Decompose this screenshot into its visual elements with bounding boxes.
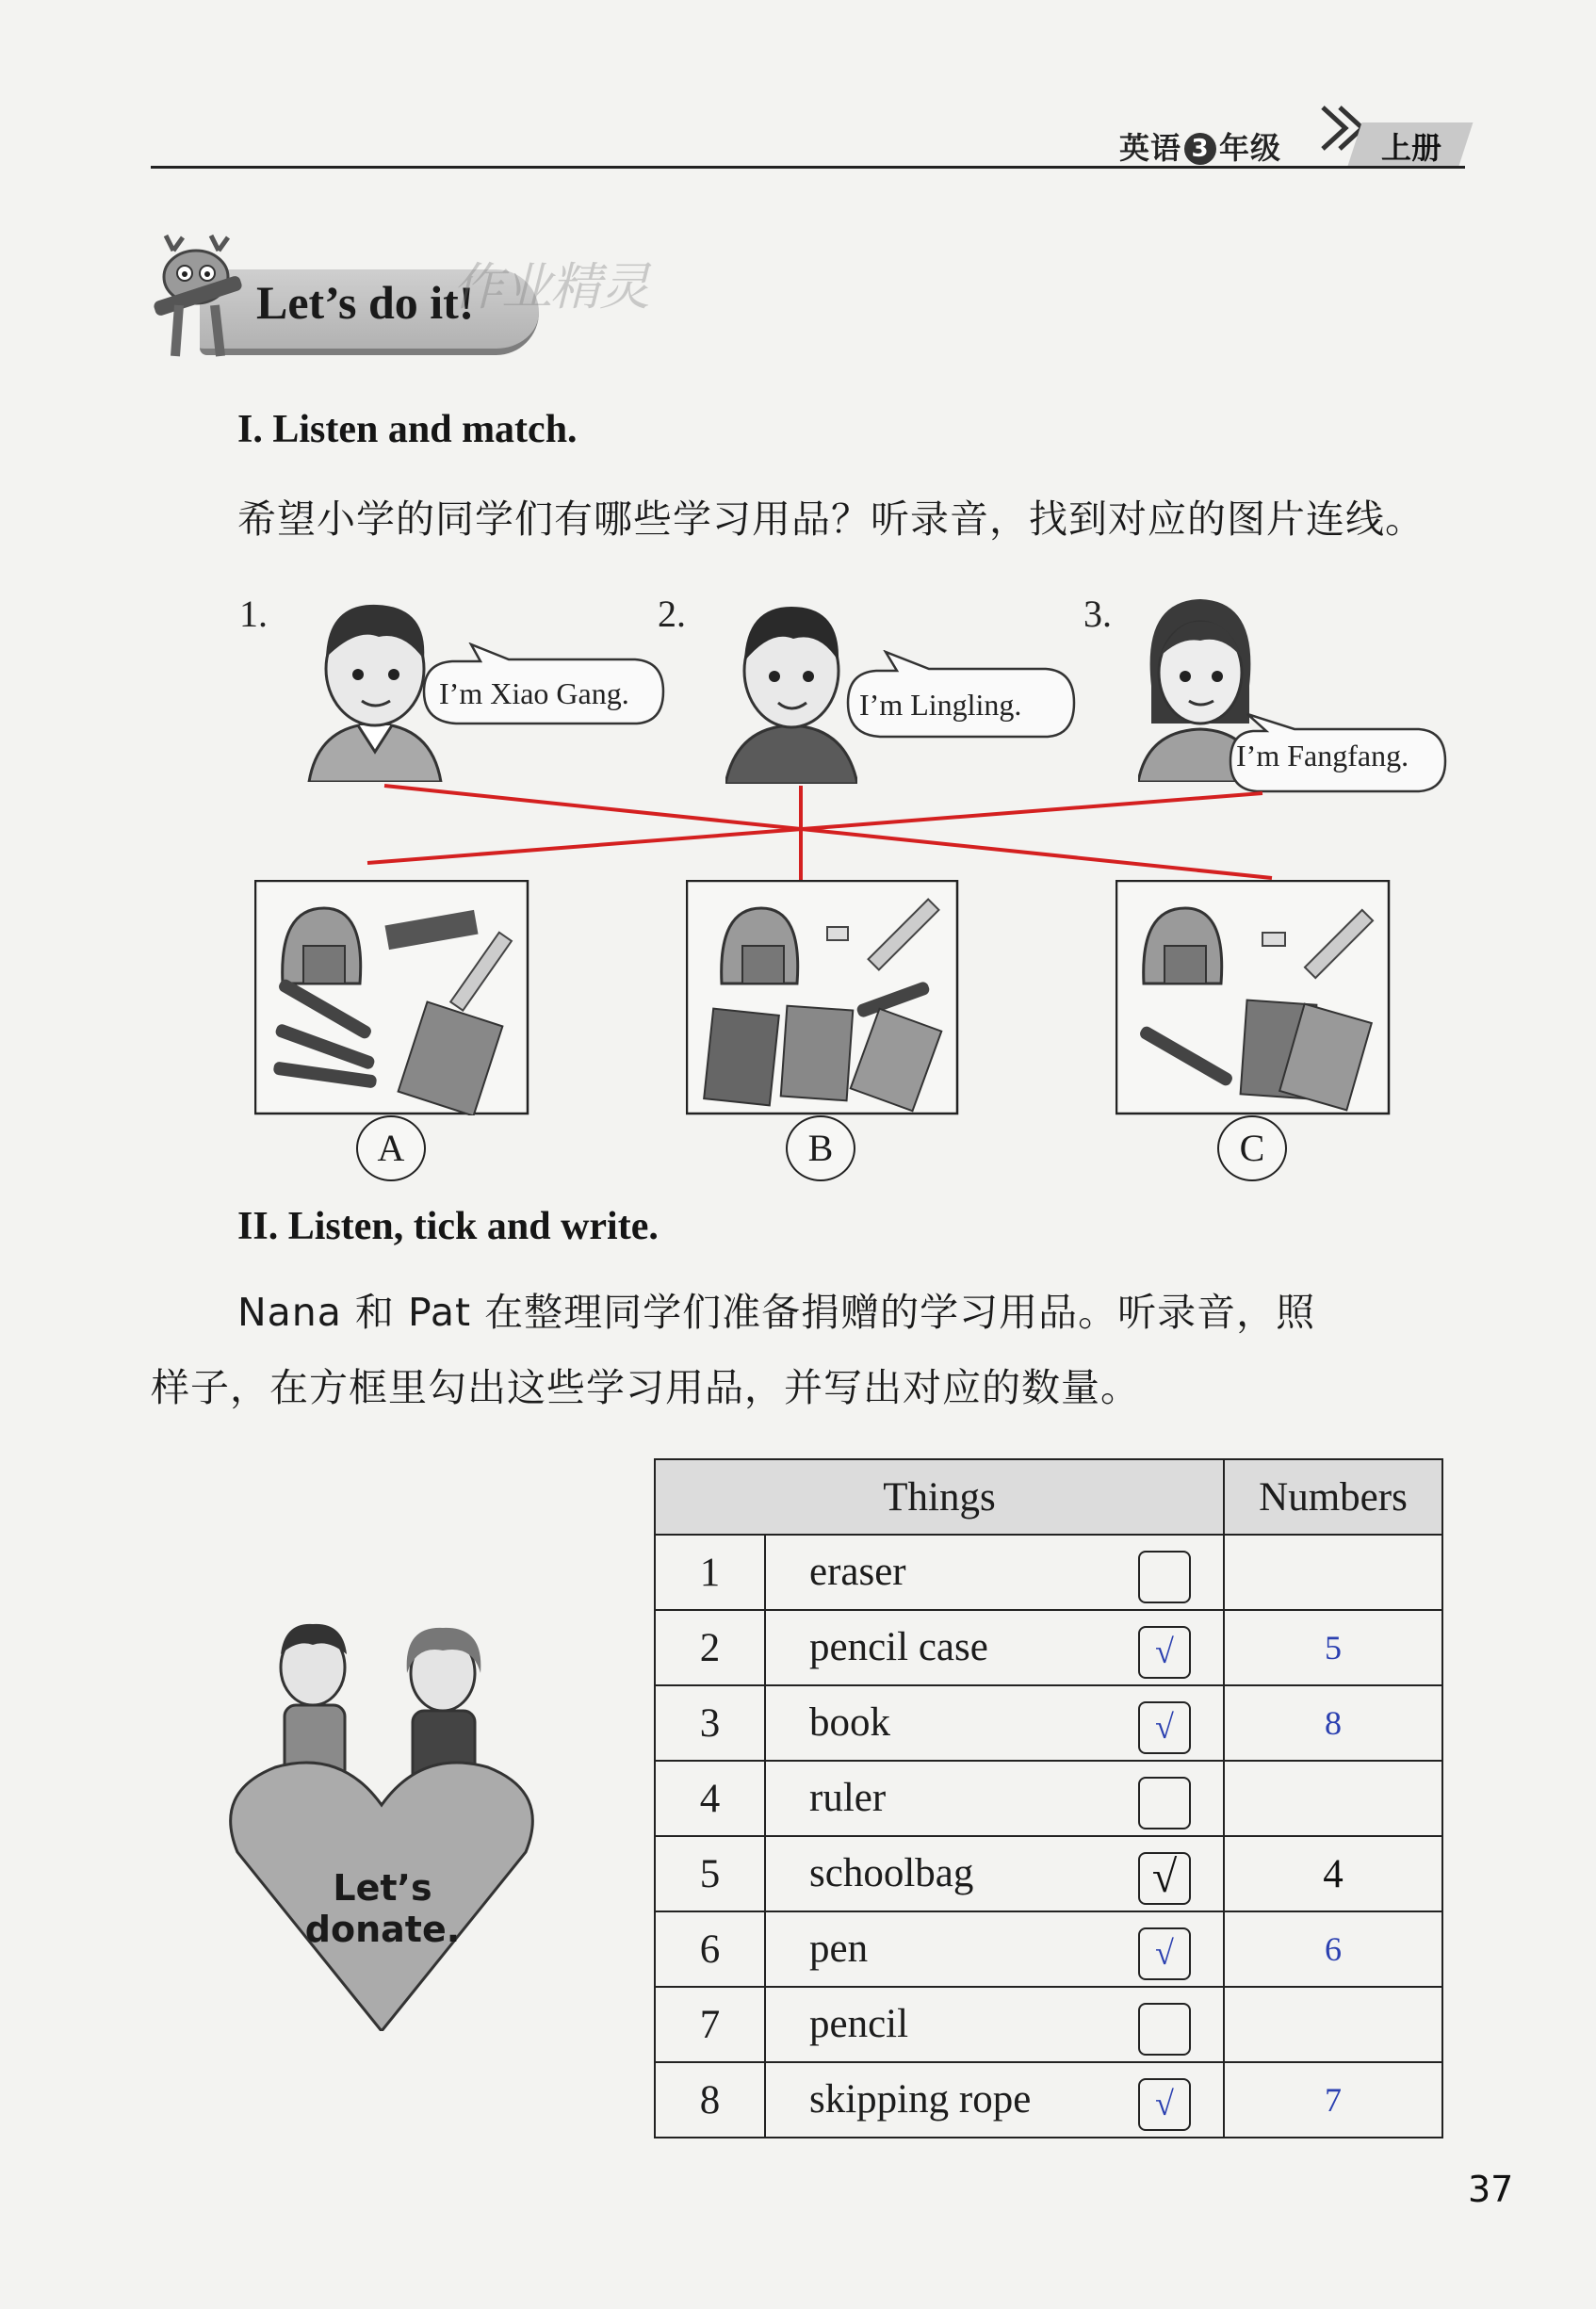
number-cell[interactable]: 5: [1224, 1610, 1442, 1685]
thing-name: eraser: [809, 1550, 906, 1594]
heart-caption: Let’s donate.: [304, 1867, 461, 1950]
row-number: 6: [655, 1911, 765, 1987]
grade-suffix: 年级: [1219, 130, 1282, 166]
speech-text-1: I’m Xiao Gang.: [439, 676, 629, 710]
example-tick-box: √: [1138, 1852, 1191, 1905]
section-banner-title: Let’s do it!: [256, 276, 475, 329]
row-number: 7: [655, 1987, 765, 2062]
person-2-number: 2.: [658, 593, 686, 635]
table-row: [655, 1761, 1442, 1836]
tick-box[interactable]: [1138, 1777, 1191, 1829]
option-c-picture: [1116, 880, 1391, 1115]
speech-text-3: I’m Fangfang.: [1236, 739, 1409, 772]
number-cell[interactable]: [1224, 1987, 1442, 2062]
section-2-instruction-line-2: 样子，在方框里勾出这些学习用品，并写出对应的数量。: [151, 1365, 1140, 1410]
row-number: 4: [655, 1761, 765, 1836]
header-things: Things: [655, 1459, 1224, 1535]
matching-answer-lines: [0, 0, 1596, 904]
option-b-picture: [686, 880, 959, 1115]
tick-box[interactable]: √: [1138, 1927, 1191, 1980]
thing-name: ruler: [809, 1776, 887, 1820]
tick-box[interactable]: [1138, 2003, 1191, 2056]
tick-box[interactable]: √: [1138, 1701, 1191, 1754]
person-1-number: 1.: [239, 593, 268, 635]
speech-text-2: I’m Lingling.: [859, 688, 1022, 722]
row-number: 3: [655, 1685, 765, 1761]
table-header-row: [655, 1459, 1442, 1535]
section-1-title: I. Listen and match.: [237, 408, 578, 451]
tick-box[interactable]: √: [1138, 1626, 1191, 1679]
thing-name: skipping rope: [809, 2077, 1032, 2122]
table-row: [655, 1836, 1442, 1911]
number-cell[interactable]: 7: [1224, 2062, 1442, 2138]
table-row: [655, 1987, 1442, 2062]
row-number: 5: [655, 1836, 765, 1911]
option-c-label: C: [1217, 1115, 1287, 1181]
section-2-instruction-line-1: Nana 和 Pat 在整理同学们准备捐赠的学习用品。听录音，照: [237, 1290, 1316, 1335]
number-cell[interactable]: [1224, 1761, 1442, 1836]
number-cell[interactable]: [1224, 1535, 1442, 1610]
thing-name: pen: [809, 1927, 869, 1971]
page-number: 37: [1468, 2169, 1514, 2210]
table-row: [655, 1685, 1442, 1761]
thing-name: book: [809, 1700, 890, 1745]
row-number: 8: [655, 2062, 765, 2138]
subject-label: 英语: [1119, 130, 1182, 166]
row-number: 2: [655, 1610, 765, 1685]
things-numbers-table: [654, 1458, 1443, 2138]
person-3-number: 3.: [1083, 593, 1112, 635]
number-cell[interactable]: 6: [1224, 1911, 1442, 1987]
grade-number-badge: 3: [1184, 133, 1216, 165]
answer-line-1-to-C: [384, 786, 1272, 878]
thing-name: pencil: [809, 2002, 909, 2046]
watermark: 作业精灵: [452, 257, 648, 317]
tick-box[interactable]: √: [1138, 2078, 1191, 2131]
girls-heart-illustration: [219, 1607, 545, 2031]
option-a-picture: [254, 880, 529, 1115]
option-b-label: B: [786, 1115, 855, 1181]
number-cell[interactable]: 8: [1224, 1685, 1442, 1761]
example-number-cell: 4: [1224, 1836, 1442, 1911]
row-number: 1: [655, 1535, 765, 1610]
table-row: [655, 1911, 1442, 1987]
option-a-label: A: [356, 1115, 426, 1181]
tick-box[interactable]: [1138, 1551, 1191, 1603]
header-numbers: Numbers: [1224, 1459, 1442, 1535]
section-2-title: II. Listen, tick and write.: [237, 1205, 659, 1248]
thing-name: pencil case: [809, 1625, 988, 1669]
answer-line-3-to-A: [367, 793, 1262, 863]
thing-name: schoolbag: [809, 1851, 974, 1895]
table-row: [655, 1610, 1442, 1685]
section-1-instruction: 希望小学的同学们有哪些学习用品？听录音，找到对应的图片连线。: [237, 496, 1425, 542]
table-row: [655, 2062, 1442, 2138]
volume-label: 上册: [1381, 130, 1442, 166]
table-row: [655, 1535, 1442, 1610]
